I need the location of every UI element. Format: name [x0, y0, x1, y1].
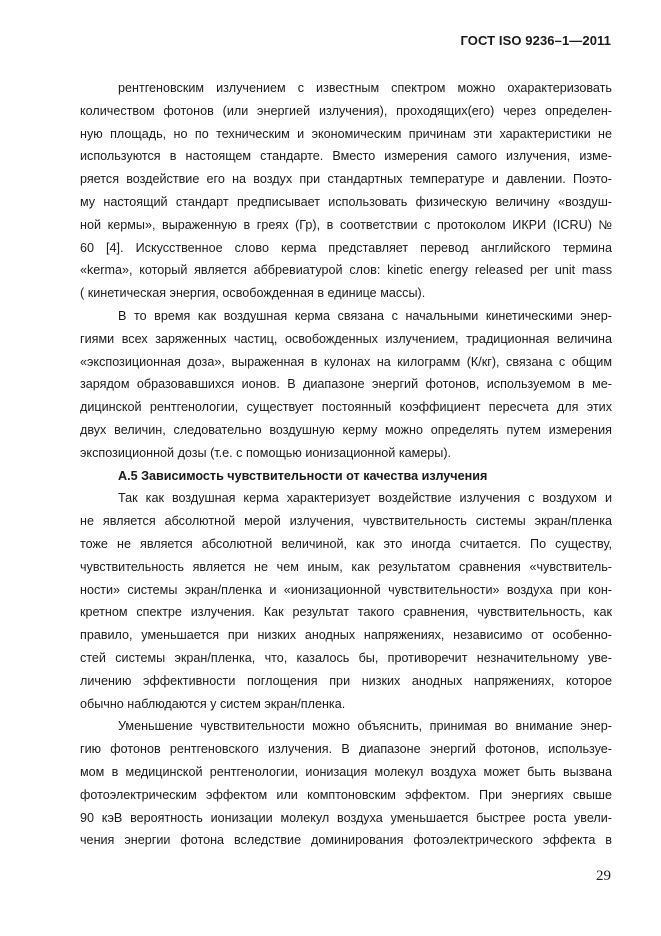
document-body [80, 77, 612, 852]
text-line: экспозиционной дозы (т.е. с помощью ионизационной камеры). [80, 445, 452, 460]
text-line: ( кинетическая энергия, освобожденная в единице массы). [80, 286, 426, 301]
text-line: тоже не является абсолютной величиной, как это иногда считается. По существу, [80, 536, 612, 551]
paragraph [80, 487, 612, 715]
text-line: мом в медицинской рентгенологии, ионизация молекул воздуха может быть вызвана [80, 764, 612, 779]
text-line: не является абсолютной мерой излучения, чувствительность системы экран/пленка [80, 514, 612, 529]
text-line: ной кермы», выраженную в греях (Гр), в соответствии с протоколом ИКРИ (ICRU) № [80, 217, 612, 232]
page-number: 29 [596, 868, 611, 884]
text-line: личению эффективности поглощения при низких анодных напряжениях, которое [80, 673, 612, 688]
text-line: используются в настоящем стандарте. Вместо измерения самого излучения, изме- [80, 149, 612, 164]
text-line: дицинской рентгенологии, существует постоянный коэффициент пересчета для этих [80, 400, 612, 415]
text-line: му настоящий стандарт предписывает использовать физическую величину «воздуш- [80, 194, 612, 209]
text-line: 60 [4]. Искусственное слово керма представляет перевод английского термина [80, 240, 612, 255]
text-line: «kerma», который является аббревиатурой слов: kinetic energy released per unit mass [80, 263, 612, 278]
text-line: рентгеновским излучением с известным спектром можно охарактеризовать [118, 81, 612, 95]
text-line: гию фотонов рентгеновского излучения. В диапазоне энергий фотонов, используе- [80, 742, 612, 757]
text-line: количеством фотонов (или энергией излучения), проходящих(его) через определен- [80, 103, 612, 118]
section-heading: А.5 Зависимость чувствительности от качества излучения [118, 468, 488, 483]
text-line: В то время как воздушная керма связана с начальными кинетическими энер- [118, 308, 612, 323]
text-line: 90 кэВ вероятность ионизации молекул воздуха уменьшается быстрее роста увели- [80, 810, 612, 825]
text-line: стей системы экран/пленка, что, казалось бы, противоречит незначительному уве- [80, 650, 612, 665]
text-line: правило, уменьшается при низких анодных напряжениях, независимо от особенно- [80, 628, 612, 643]
text-line: чения энергии фотона вследствие доминирования фотоэлектрического эффекта в [80, 833, 612, 848]
paragraph [80, 305, 612, 465]
text-line: обычно наблюдаются у систем экран/пленка. [80, 696, 346, 711]
text-line: чувствительность является не чем иным, как результатом сравнения «чувствитель- [80, 559, 612, 574]
paragraph [80, 77, 612, 305]
page-header: ГОСТ ISO 9236–1—2011 [460, 33, 611, 48]
text-line: фотоэлектрическим эффектом или комптоновским эффектом. При энергиях свыше [80, 787, 612, 802]
text-line: гиями всех заряженных частиц, освобожденных излучением, традиционная величина [80, 331, 612, 346]
text-line: зарядом образовавшихся ионов. В диапазоне энергий фотонов, используемом в ме- [80, 377, 612, 392]
text-line: ности» системы экран/пленка и «ионизационной чувствительности» воздуха при кон- [80, 582, 612, 597]
text-line: Так как воздушная керма характеризует воздействие излучения с воздухом и [118, 491, 612, 506]
text-line: «экспозиционная доза», выраженная в кулонах на килограмм (К/кг), связана с общим [80, 354, 612, 369]
paragraph [80, 715, 612, 852]
text-line: Уменьшение чувствительности можно объяснить, принимая во внимание энер- [118, 719, 612, 734]
text-line: ную площадь, но по техническим и экономическим причинам эти характеристики не [80, 126, 612, 141]
text-line: ряется воздействие его на воздух при стандартных температуре и давлении. Поэто- [80, 172, 612, 187]
text-line: кретном спектре излучения. Как результат такого сравнения, чувствительность, как [80, 605, 612, 620]
text-line: двух величин, следовательно воздушную керму можно определять путем измерения [80, 422, 612, 437]
